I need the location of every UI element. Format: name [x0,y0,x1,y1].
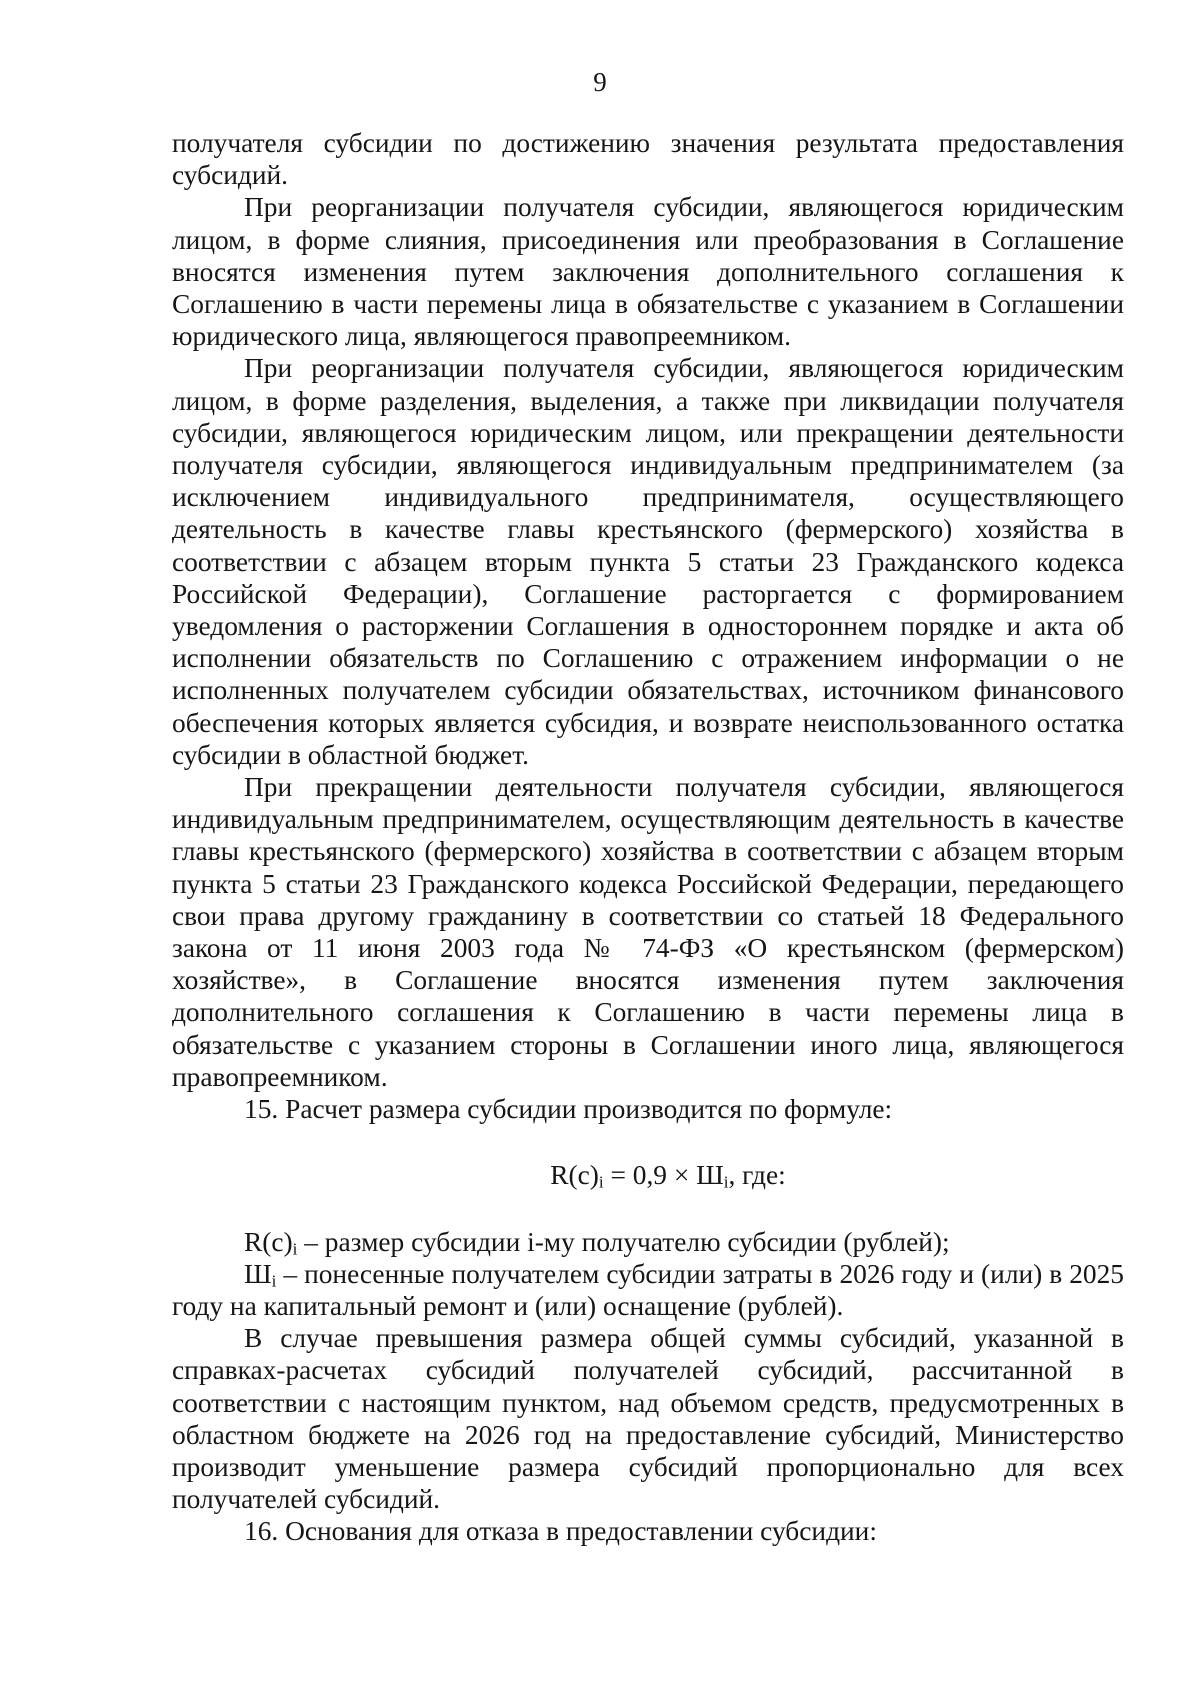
formula-tail: , где: [728,1160,786,1191]
paragraph-reorganization-merger: При реорганизации получателя субсидии, являющегося юридическим лицом, в форме слияния, присоединения или преобразования в Соглашение вносятся изменения путем заключения дополнительного соглашения к Соглашению в части перемены лица в обязательстве с указанием в Соглашении юридического лица, являющегося правопреемником. [172,192,1124,352]
definition-sh [172,1258,1124,1322]
formula-rhs-subscript: i [723,1173,729,1193]
paragraph-termination-farmer: При прекращении деятельности получателя субсидии, являющегося индивидуальным предпринимателем, осуществляющим деятельность в качестве главы крестьянского (фермерского) хозяйства в соответствии с абзацем вторым пункта 5 статьи 23 Гражданского кодекса Российской Федерации, передающего свои права другому гражданину в соответствии со статьей 18 Федерального закона от 11 июня 2003 года № 74-ФЗ «О крестьянском (фермерском) хозяйстве», в Соглашение вносятся изменения путем заключения дополнительного соглашения к Соглашению в части перемены лица в обязательстве с указанием стороны в Соглашении иного лица, являющегося правопреемником. [172,772,1124,1092]
subsidy-formula [172,1159,1124,1191]
paragraph-item-15: 15. Расчет размера субсидии производится по формуле: [244,1094,893,1125]
definition-r-symbol: R(c) [244,1226,293,1257]
document-body [172,127,1124,1548]
paragraph-excess-amount: В случае превышения размера общей суммы субсидий, указанной в справках-расчетах субсидий получателей субсидий, рассчитанной в соответствии с настоящим пунктом, над объемом средств, предусмотренных в областном бюджете на 2026 год на предоставление субсидий, Министерство производит уменьшение размера субсидий пропорционально для всех получателей субсидий. [172,1323,1124,1515]
paragraph-continuation: получателя субсидии по достижению значения результата предоставления субсидий. [172,128,1124,191]
definition-r-subscript: i [292,1239,298,1259]
definition-r-text: – размер субсидии i-му получателю субсидии (рублей); [297,1226,950,1257]
definition-r [172,1226,1124,1258]
definition-sh-text: – понесенные получателем субсидии затраты в 2026 году и (или) в 2025 году на капитальный ремонт и (или) оснащение (рублей). [172,1258,1124,1321]
definition-sh-subscript: i [271,1271,277,1291]
formula-lhs-subscript: i [598,1173,604,1193]
paragraph-item-16: 16. Основания для отказа в предоставлении субсидии: [244,1516,877,1547]
formula-middle: = 0,9 × Ш [603,1160,724,1191]
paragraph-reorganization-division: При реорганизации получателя субсидии, являющегося юридическим лицом, в форме разделения, выделения, а также при ликвидации получателя субсидии, являющегося юридическим лицом, или прекращении деятельности получателя субсидии, являющегося индивидуальным предпринимателем (за исключением индивидуального предпринимателя, осуществляющего деятельность в качестве главы крестьянского (фермерского) хозяйства в соответствии с абзацем вторым пункта 5 статьи 23 Гражданского кодекса Российской Федерации), Соглашение расторгается с формированием уведомления о расторжении Соглашения в одностороннем порядке и акта об исполнении обязательств по Соглашению с отражением информации о не исполненных получателем субсидии обязательствах, источником финансового обеспечения которых является субсидия, и возврате неиспользованного остатка субсидии в областной бюджет. [172,353,1124,770]
formula-lhs: R(c) [550,1160,599,1191]
definition-sh-symbol: Ш [244,1258,272,1289]
page-number: 9 [593,67,607,97]
